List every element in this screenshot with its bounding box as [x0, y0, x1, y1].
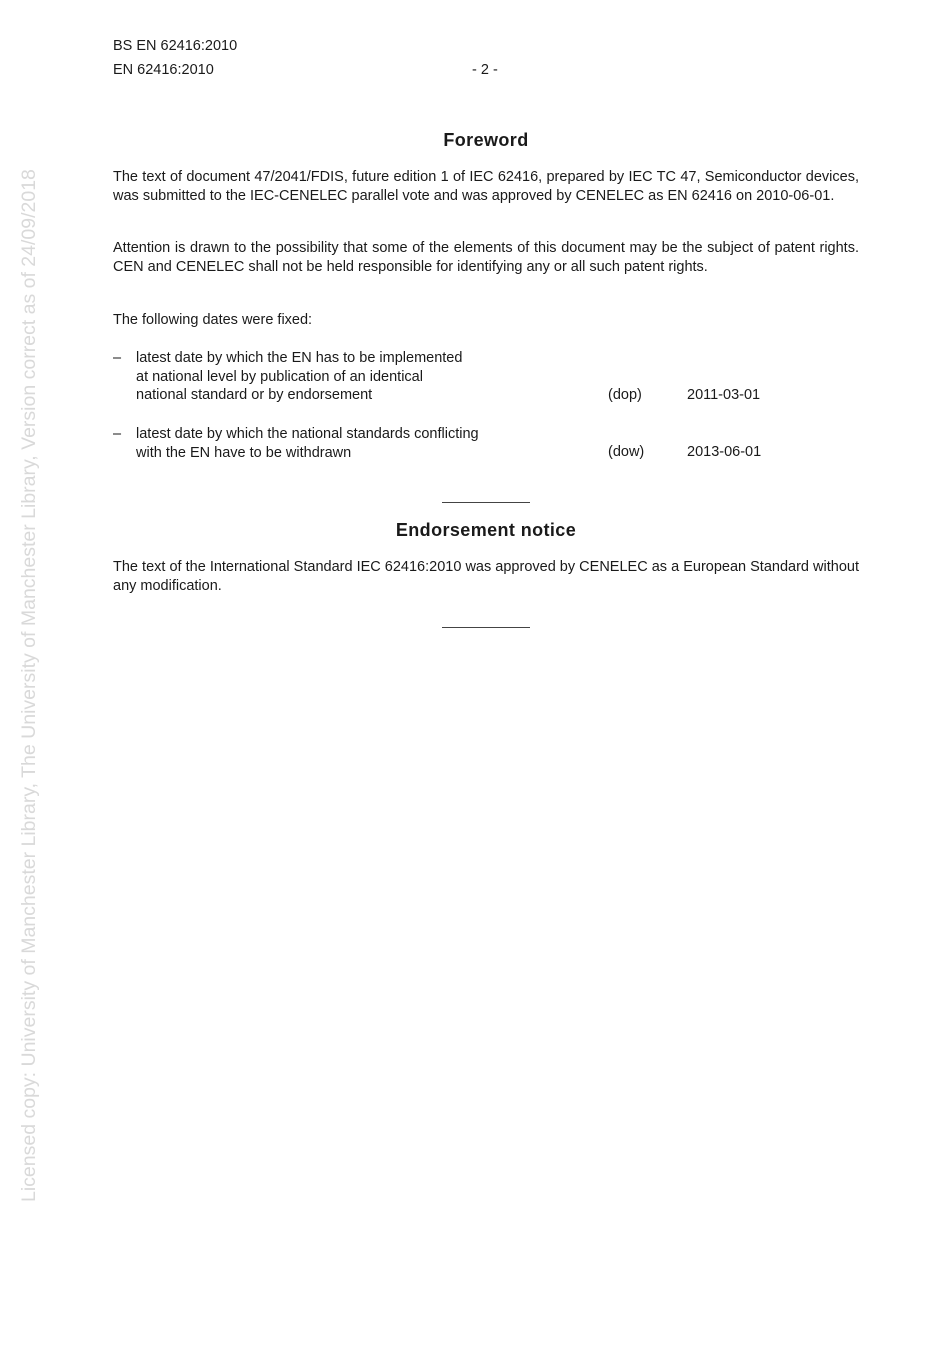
endorsement-paragraph: The text of the International Standard IEC 62416:2010 was approved by CENELEC as a European Standard without any modification. — [113, 559, 859, 594]
document-number-en: EN 62416:2010 — [113, 62, 214, 78]
date-item-description — [136, 349, 596, 405]
page-number: - 2 - — [472, 62, 498, 78]
date-item-line: national standard or by endorsement — [136, 387, 373, 403]
end-divider — [442, 627, 530, 628]
foreword-paragraph-3: The following dates were fixed: — [113, 312, 313, 328]
date-item-line: with the EN have to be withdrawn — [136, 444, 352, 461]
foreword-paragraph-1: The text of document 47/2041/FDIS, future edition 1 of IEC 62416, prepared by IEC TC 47, Semiconductor devices, was submitted to the IEC-CENELEC parallel vote and was approved by CENELEC as EN 62416 on 2010-06-01. — [113, 169, 859, 204]
date-item-line: latest date by which the national standards conflicting — [136, 426, 479, 442]
date-item-line: latest date by which the EN has to be implemented — [136, 350, 463, 366]
date-value: 2013-06-01 — [687, 444, 762, 460]
list-dash: – — [113, 426, 122, 442]
section-divider — [442, 502, 530, 503]
license-watermark: Licensed copy: University of Manchester Library, The University of Manchester Library, Version correct as of 24/09/2018 — [18, 169, 40, 1202]
date-item-description — [136, 425, 596, 462]
date-abbreviation: (dow) — [608, 444, 645, 460]
foreword-paragraph-2: Attention is drawn to the possibility that some of the elements of this document may be the subject of patent rights. CEN and CENELEC shall not be held responsible for identifying any or all such patent rights. — [113, 240, 859, 275]
document-number-bs: BS EN 62416:2010 — [113, 38, 238, 54]
date-abbreviation: (dop) — [608, 387, 642, 403]
list-dash: – — [113, 350, 122, 366]
date-item-line: at national level by publication of an identical — [136, 368, 423, 385]
endorsement-heading: Endorsement notice — [395, 520, 577, 540]
foreword-heading: Foreword — [443, 130, 529, 150]
date-value: 2011-03-01 — [687, 387, 761, 403]
